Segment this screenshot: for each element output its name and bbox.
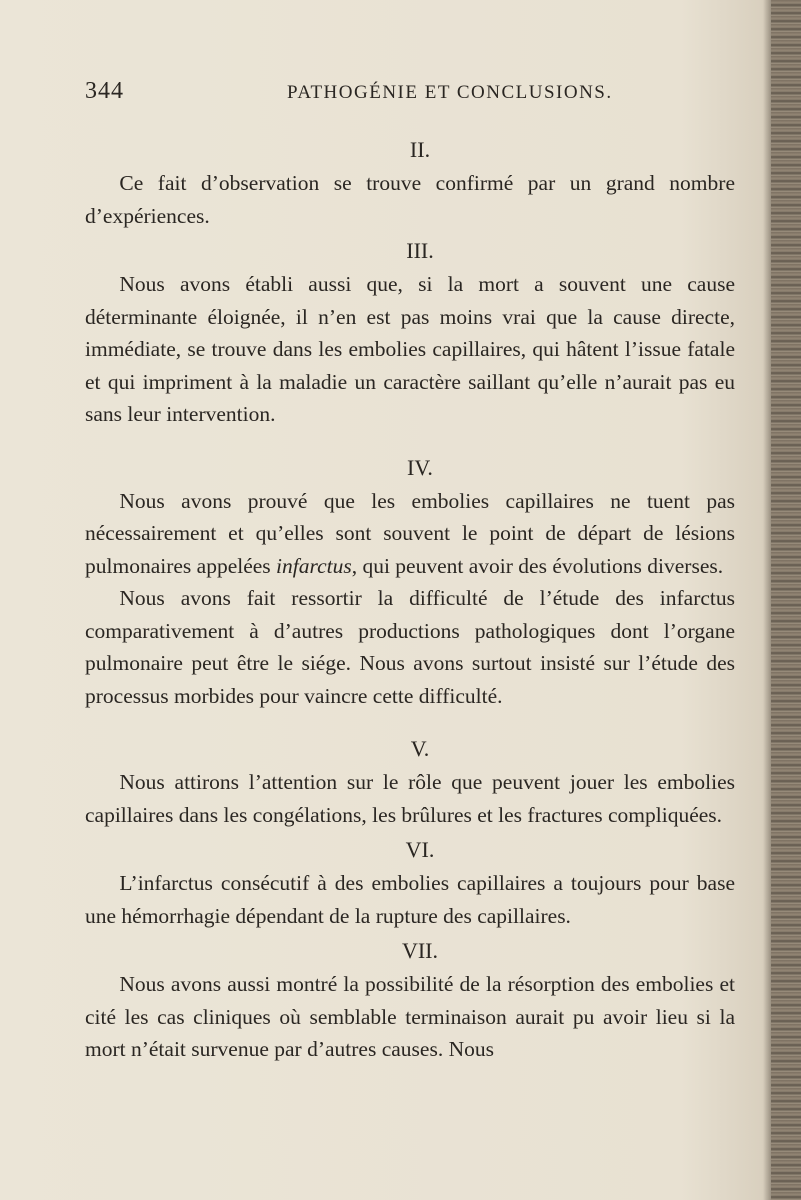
section-numeral: II. bbox=[409, 137, 431, 162]
section-numeral: V. bbox=[410, 736, 430, 761]
section-numeral: VII. bbox=[401, 938, 439, 963]
section-vii bbox=[85, 936, 735, 1066]
page-edge-shadow bbox=[763, 0, 771, 1200]
paragraph: Nous attirons l’attention sur le rôle que peuvent jouer les embolies capillaires dans les congélations, les brûlures et les fractures compliquées. bbox=[85, 770, 735, 827]
section-vi bbox=[85, 835, 735, 932]
section-numeral: IV. bbox=[407, 454, 433, 480]
section-numeral: VI. bbox=[405, 837, 435, 862]
paragraph: Nous avons fait ressortir la difficulté de l’étude des infarctus comparativement à d’autres productions pathologiques dont l’organe pulmonaire peut être le siége. Nous avons surtout insisté sur l’étude des processus morbides pour vaincre cette difficulté. bbox=[85, 586, 735, 708]
paragraph: L’infarctus consécutif à des embolies capillaires a toujours pour base une hémorrhagie dépendant de la rupture des capillaires. bbox=[85, 871, 735, 928]
page-header bbox=[85, 78, 735, 114]
running-title: PATHOGÉNIE ET CONCLUSIONS. bbox=[287, 82, 613, 103]
page-body bbox=[85, 135, 735, 1066]
paragraph: Nous avons établi aussi que, si la mort a souvent une cause déterminante éloignée, il n’en est pas moins vrai que la cause directe, immédiate, se trouve dans les embolies capillaires, qui hâtent l’issue fatale et qui impriment à la maladie un caractère saillant qu’elle n’aurait pas eu sans leur intervention. bbox=[85, 272, 735, 426]
page-number: 344 bbox=[85, 78, 124, 104]
paragraph: Ce fait d’observation se trouve confirmé par un grand nombre d’expériences. bbox=[85, 171, 735, 228]
paragraph: Nous avons prouvé que les embolies capillaires ne tuent pas nécessairement et qu’elles sont souvent le point de départ de lésions pulmonaires appelées infarctus, qui peuvent avoir des évolutions diverses. bbox=[85, 488, 735, 578]
section-ii bbox=[85, 135, 735, 232]
paragraph: Nous avons aussi montré la possibilité de la résorption des embolies et cité les cas cliniques où semblable terminaison aurait pu avoir lieu si la mort n’était survenue par d’autres causes. Nous bbox=[85, 972, 735, 1061]
section-iii bbox=[85, 236, 735, 431]
page-stack-edge bbox=[771, 0, 801, 1200]
section-numeral: III. bbox=[406, 238, 434, 263]
section-v bbox=[85, 734, 735, 831]
section-iv bbox=[85, 453, 735, 713]
italic-term: infarctus bbox=[276, 553, 352, 578]
